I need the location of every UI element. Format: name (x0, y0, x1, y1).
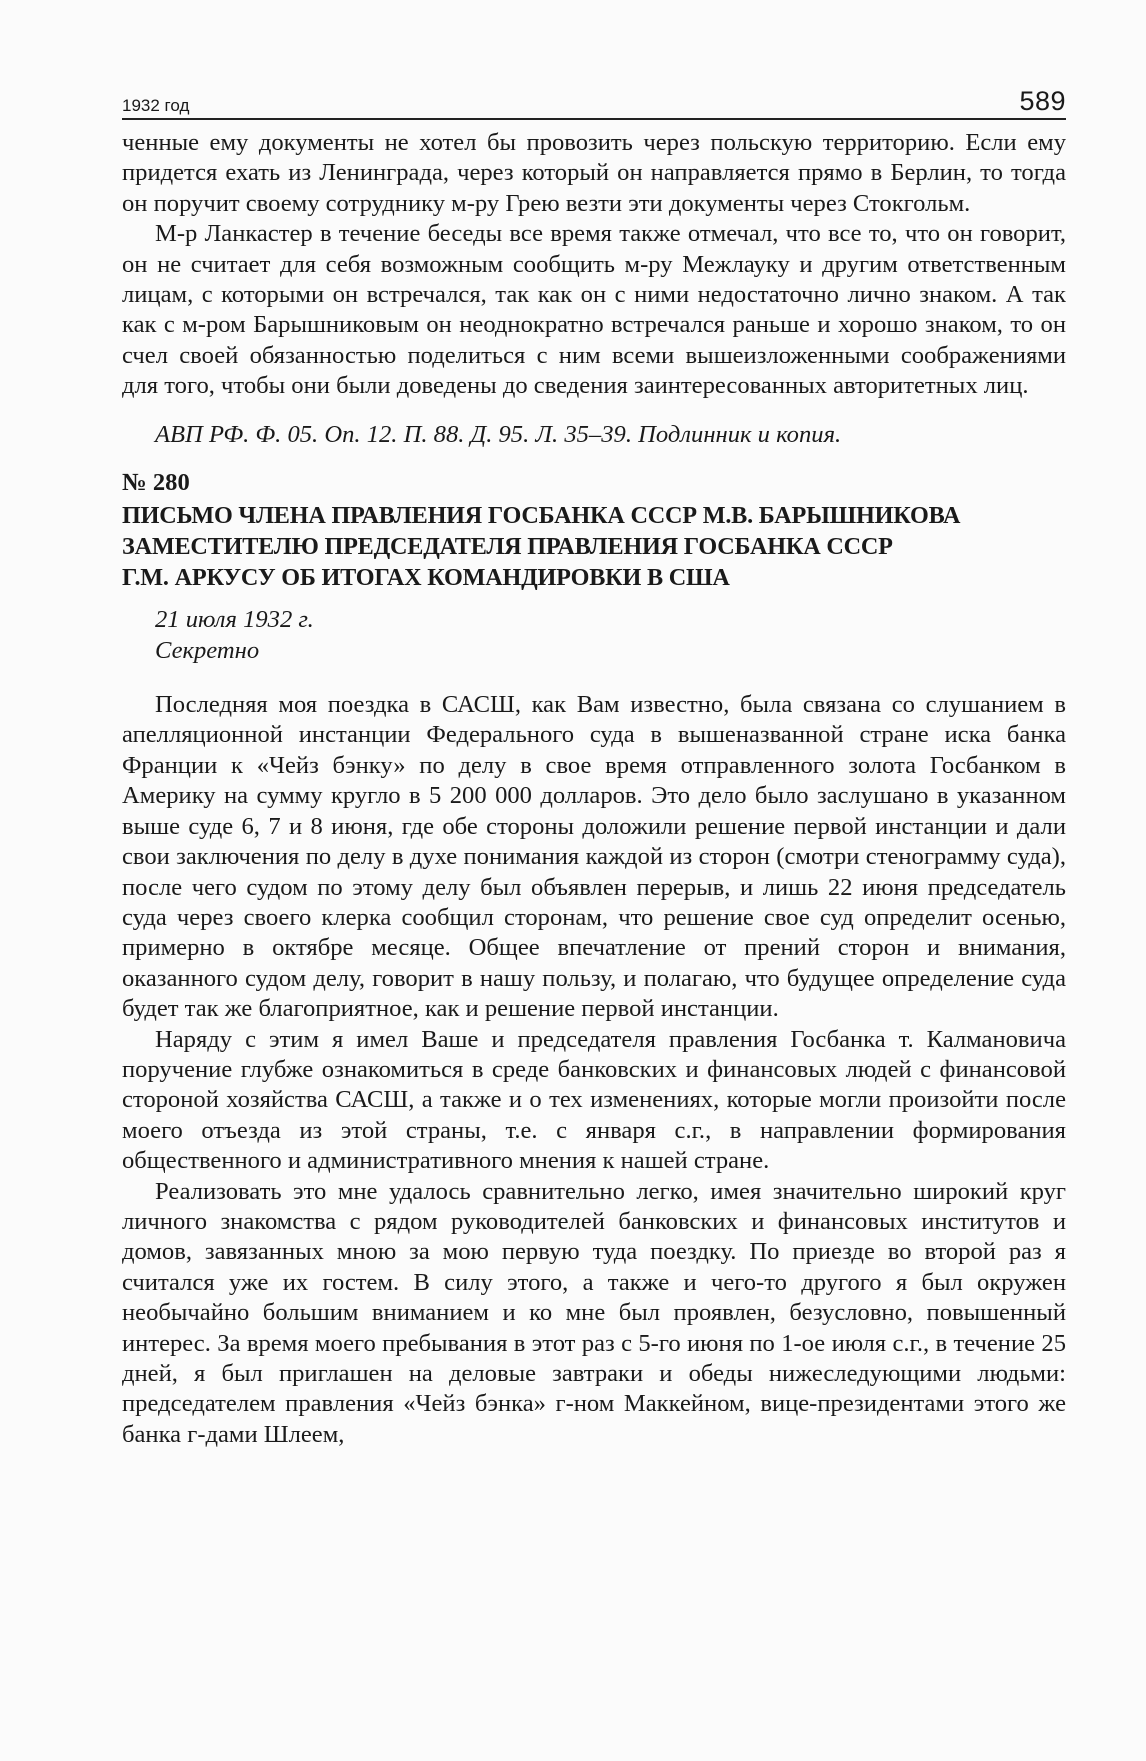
archive-reference: АВП РФ. Ф. 05. Оп. 12. П. 88. Д. 95. Л. 35–39. Подлинник и копия. (155, 420, 842, 448)
paragraph: М-р Ланкастер в течение беседы все время также отмечал, что все то, что он говорит, он не считает для себя возможным сообщить м-ру Межлауку и другим ответственным лицам, с которыми он встречался, так как он с ними недостаточно лично знаком. А так как с м-ром Барышниковым он неоднократно встречался раньше и хорошо знаком, то он счел своей обязанностью поделиться с ним всеми вышеизложенными соображениями для того, чтобы они были доведены до сведения заинтересованных авторитетных лиц. (122, 220, 1066, 400)
document-classification: Секретно (155, 636, 260, 664)
document-title-line: Г.М. АРКУСУ ОБ ИТОГАХ КОМАНДИРОВКИ В США (122, 564, 730, 592)
document-page (122, 80, 1066, 1450)
paragraph: Наряду с этим я имел Ваше и председателя правления Госбанка т. Калмановича поручение глубже ознакомиться в среде банковских и финансовых людей с финансовой стороной хозяйства САСШ, а также и о тех изменениях, которые могли произойти после моего отъезда из этой страны, т.е. с января с.г., в направлении формирования общественного и административного мнения к нашей стране. (122, 1025, 1066, 1175)
document-meta (122, 605, 1066, 666)
body-text (122, 128, 1066, 1450)
document-title-line: ЗАМЕСТИТЕЛЮ ПРЕДСЕДАТЕЛЯ ПРАВЛЕНИЯ ГОСБАНКА СССР (122, 533, 893, 561)
running-head-year: 1932 год (122, 96, 190, 115)
document-number: № 280 (122, 469, 190, 497)
page-number: 589 (1019, 86, 1066, 116)
paragraph: Последняя моя поездка в САСШ, как Вам известно, была связана со слушанием в апелляционной инстанции Федерального суда в вышеназванной стране иска банка Франции к «Чейз бэнку» по делу в свое время отправленного золота Госбанком в Америку на сумму кругло в 5 200 000 долларов. Это дело было заслушано в указанном выше суде 6, 7 и 8 июня, где обе стороны доложили решение первой инстанции и дали свои заключения по делу в духе понимания каждой из сторон (смотри стенограмму суда), после чего судом по этому делу был объявлен перерыв, и лишь 22 июня председатель суда через своего клерка сообщил сторонам, что решение свое суд определит осенью, примерно в октябре месяце. Общее впечатление от прений сторон и внимания, оказанного судом делу, говорит в нашу пользу, и полагаю, что будущее определение суда будет так же благоприятное, как и решение первой инстанции. (122, 691, 1066, 1023)
paragraph-continued: ченные ему документы не хотел бы провозить через польскую территорию. Если ему придется ехать из Ленинграда, через который он направляется прямо в Берлин, то тогда он поручит своему сотруднику м-ру Грею везти эти документы через Стокгольм. (122, 129, 1066, 217)
document-title (122, 500, 1066, 593)
running-head (122, 80, 1066, 120)
document-title-line: ПИСЬМО ЧЛЕНА ПРАВЛЕНИЯ ГОСБАНКА СССР М.В. БАРЫШНИКОВА (122, 502, 961, 530)
paragraph: Реализовать это мне удалось сравнительно легко, имея значительно широкий круг личного знакомства с рядом руководителей банковских и финансовых институтов и домов, завязанных мною за мою первую туда поездку. По приезде во второй раз я считался уже их гостем. В силу этого, а также и чего-то другого я был окружен необычайно большим вниманием и ко мне был проявлен, безусловно, повышенный интерес. За время моего пребывания в этот раз с 5-го июня по 1-ое июля с.г., в течение 25 дней, я был приглашен на деловые завтраки и обеды нижеследующими людьми: председателем правления «Чейз бэнка» г-ном Маккейном, вице-президентами этого же банка г-дами Шлеем, (122, 1177, 1066, 1448)
document-date: 21 июля 1932 г. (155, 606, 314, 634)
